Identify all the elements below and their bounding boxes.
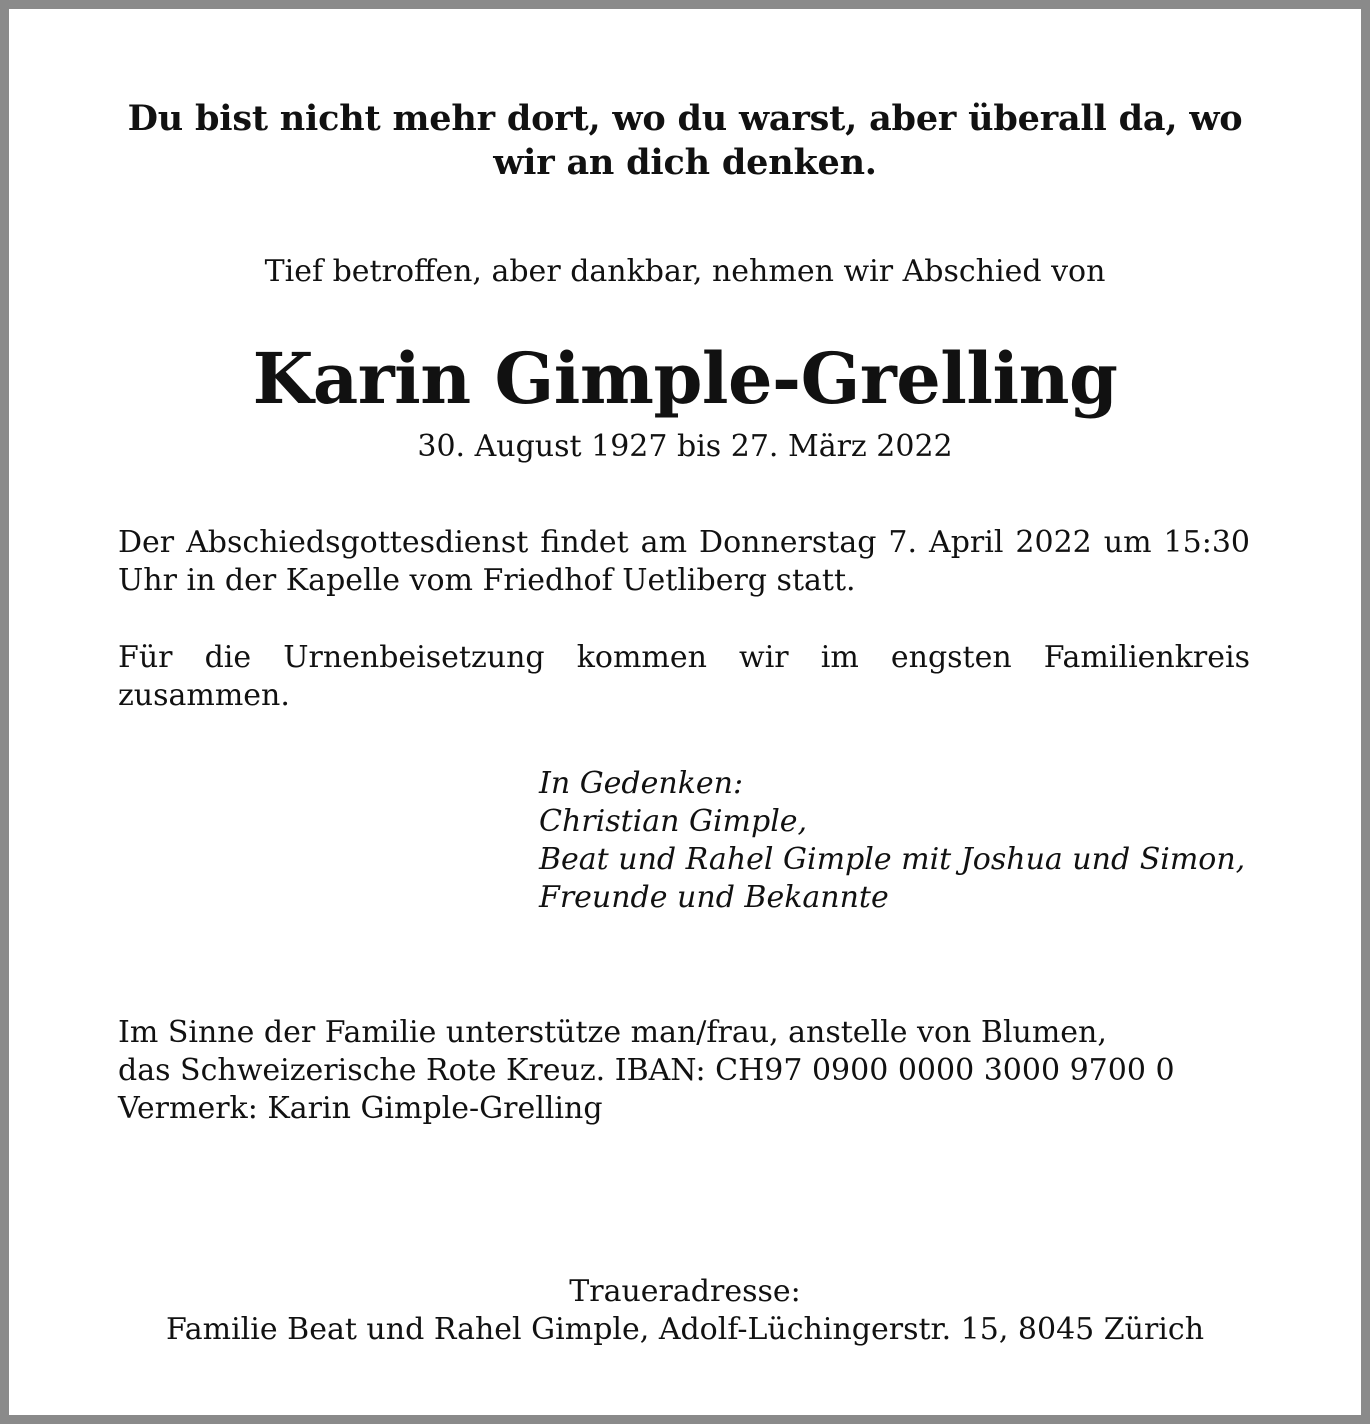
life-dates: 30. August 1927 bis 27. März 2022: [417, 429, 953, 464]
donation-line: Vermerk: Karin Gimple-Grelling: [118, 1091, 603, 1126]
mourning-address-line: Familie Beat und Rahel Gimple, Adolf-Lüchingerstr. 15, 8045 Zürich: [165, 1312, 1205, 1347]
mourner-line: Christian Gimple,: [539, 804, 808, 839]
deceased-name: Karin Gimple-Grelling: [252, 337, 1118, 420]
memorial-quote: Du bist nicht mehr dort, wo du warst, aber überall da, wo wir an dich denken.: [127, 98, 1243, 183]
in-memory-block: [539, 765, 1279, 917]
donation-line: das Schweizerische Rote Kreuz. IBAN: CH97 0900 0000 3000 9700 0: [118, 1053, 1175, 1088]
farewell-intro: Tief betroffen, aber dankbar, nehmen wir Abschied von: [264, 254, 1106, 289]
service-announcement: Der Abschiedsgottesdienst findet am Donnerstag 7. April 2022 um 15:30 Uhr in der Kapelle vom Friedhof Uetliberg statt.: [118, 525, 1250, 598]
donation-note: [118, 1014, 1250, 1128]
urn-burial-note: Für die Urnenbeisetzung kommen wir im engsten Familienkreis zusammen.: [118, 640, 1250, 713]
mourning-address-heading: Traueradresse:: [569, 1274, 801, 1309]
mourning-address: [69, 1273, 1301, 1349]
in-memory-heading: In Gedenken:: [539, 766, 744, 801]
donation-line: Im Sinne der Familie unterstütze man/frau, anstelle von Blumen,: [118, 1015, 1107, 1050]
obituary-page: [9, 9, 1361, 1415]
mourner-line: Beat und Rahel Gimple mit Joshua und Simon,: [539, 842, 1246, 877]
mourner-line: Freunde und Bekannte: [539, 880, 889, 915]
